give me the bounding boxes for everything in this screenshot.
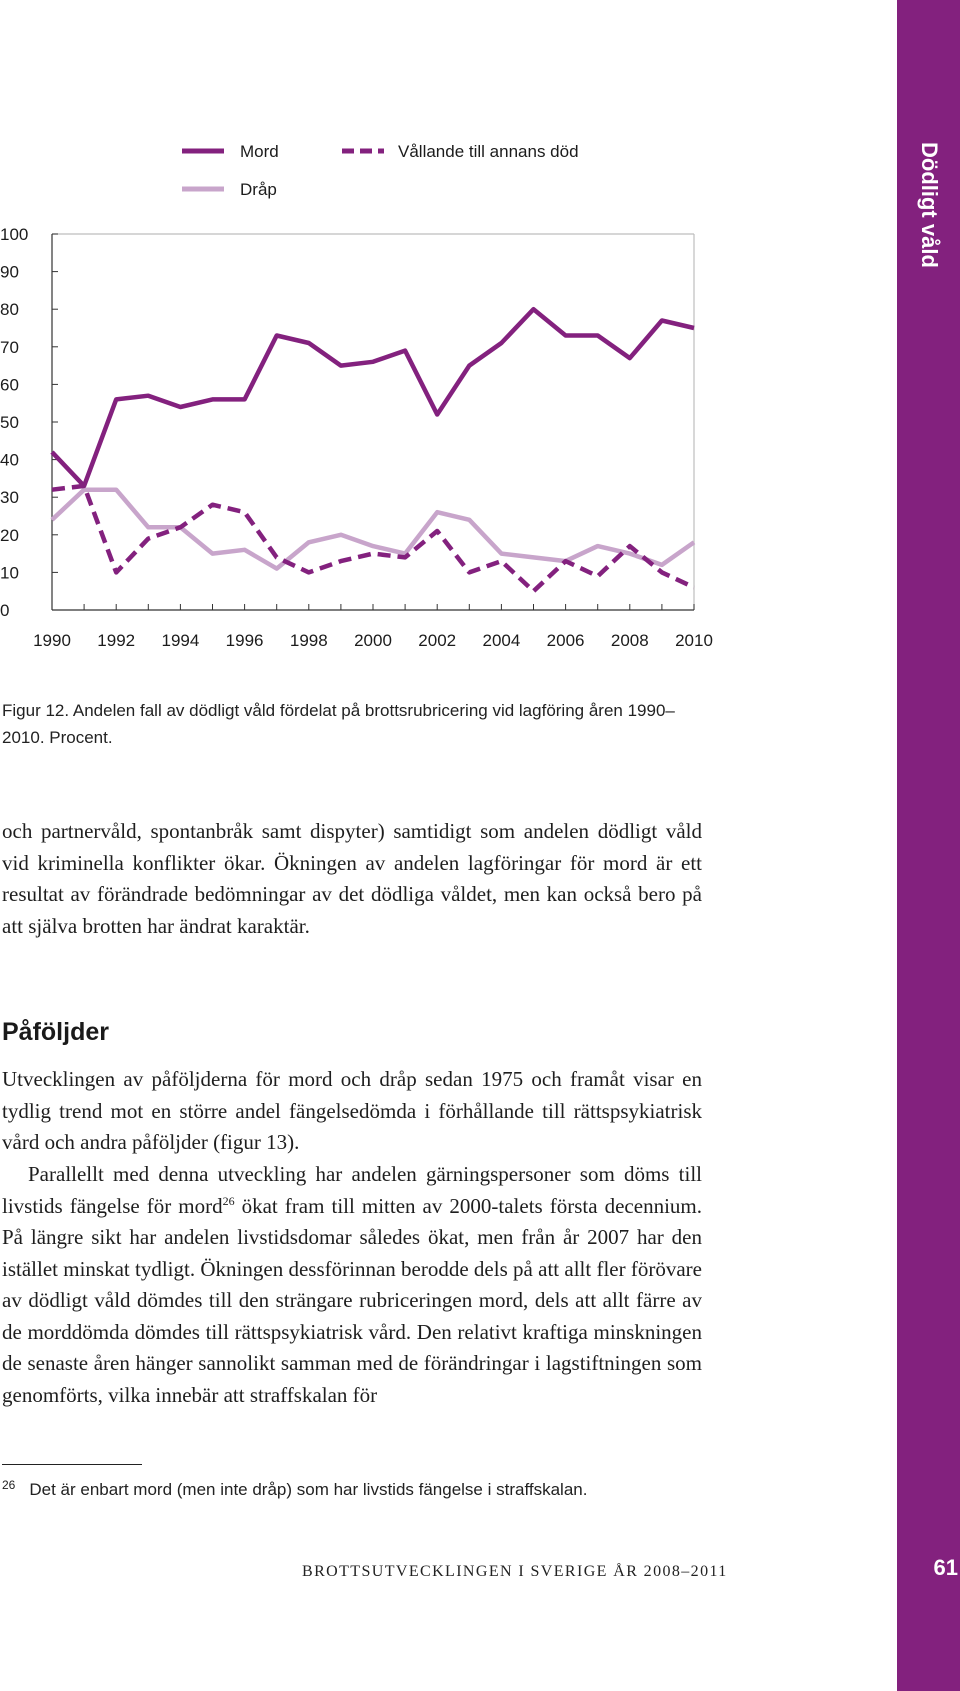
section-heading: Påföljder — [2, 1018, 109, 1046]
y-tick-label: 10 — [0, 563, 19, 583]
series-line-dråp — [52, 490, 694, 569]
x-tick-label: 1990 — [33, 631, 71, 650]
body-paragraph-3-end: ökat fram till mitten av 2000-talets första decennium. På längre sikt har andelen livstidsdomar således ökat, men från år 2007 har den istället minskat tydligt. Ökningen dessförinnan berodde dels på att allt fler förövare av dödligt våld dömdes till den strängare rubriceringen mord, dels att allt färre av de morddömda dömdes till rättspsykiatrisk vård. Den relativt kraftiga minskningen de senaste åren hänger sannolikt samman med de förändringar i lagstiftningen som genomförts, vilka innebär att straffskalan för — [2, 1193, 702, 1407]
footnote-text: Det är enbart mord (men inte dråp) som har livstids fängelse i straffskalan. — [29, 1480, 588, 1499]
running-footer: BROTTSUTVECKLINGEN I SVERIGE ÅR 2008–2011 — [302, 1563, 728, 1580]
line-chart — [0, 120, 740, 660]
footnote-rule — [2, 1464, 142, 1465]
x-tick-label: 1998 — [289, 631, 328, 650]
y-tick-label: 0 — [0, 601, 10, 620]
body-paragraph-1: och partnervåld, spontanbråk samt dispyter) samtidigt som andelen dödligt våld vid kriminella konflikter ökar. Ökningen av andelen lagföringar för mord är ett resultat av förändrade bedömningar av det dödliga våldet, men kan också bero på att själva brotten har ändrat karaktär. — [2, 819, 702, 938]
y-tick-label: 100 — [0, 225, 29, 244]
figure-caption: Figur 12. Andelen fall av dödligt våld fördelat på brottsrubricering vid lagföring åren 1990–2010. Procent. — [2, 701, 675, 747]
body-paragraph-3 — [2, 1159, 702, 1411]
body-paragraph-3-start: Parallellt med denna utveckling har andelen gärningspersoner som döms till livstids fängelse för mord — [2, 1162, 702, 1218]
footnote-mark: 26 — [2, 1478, 16, 1492]
y-tick-label: 40 — [0, 450, 19, 470]
y-tick-label: 50 — [0, 413, 19, 432]
x-tick-label: 2008 — [610, 631, 649, 650]
x-tick-label: 1992 — [97, 631, 136, 650]
x-tick-label: 2004 — [482, 631, 521, 650]
series-line-mord — [52, 309, 694, 486]
chart-legend — [182, 142, 579, 199]
page-number: 61 — [933, 1555, 958, 1580]
body-paragraph-2: Utvecklingen av påföljderna för mord och dråp sedan 1975 och framåt visar en tydlig trend mot en större andel fängelsedömda i förhållande till rättspsykiatrisk vård och andra påföljder (figur 13). — [2, 1067, 702, 1154]
x-tick-label: 1994 — [161, 631, 200, 650]
x-tick-label: 2000 — [354, 631, 392, 650]
y-tick-label: 60 — [0, 375, 19, 395]
legend-label-drap: Dråp — [240, 180, 277, 199]
footnote-reference: 26 — [222, 1193, 235, 1208]
footnote — [2, 1478, 587, 1500]
y-tick-label: 30 — [0, 488, 19, 508]
series-lines — [52, 309, 694, 591]
x-tick-label: 1996 — [225, 631, 264, 650]
section-title: Dödligt våld — [917, 142, 942, 268]
y-tick-label: 80 — [0, 300, 19, 320]
x-tick-label: 2002 — [418, 631, 457, 650]
legend-label-vallande: Vållande till annans död — [398, 142, 579, 161]
legend-label-mord: Mord — [240, 142, 279, 161]
x-tick-label: 2006 — [546, 631, 585, 650]
y-axis-ticks — [0, 225, 58, 620]
y-tick-label: 20 — [0, 525, 19, 545]
y-tick-label: 90 — [0, 262, 19, 282]
y-tick-label: 70 — [0, 337, 19, 357]
x-axis-ticks — [33, 604, 713, 650]
x-tick-label: 2010 — [675, 631, 713, 650]
